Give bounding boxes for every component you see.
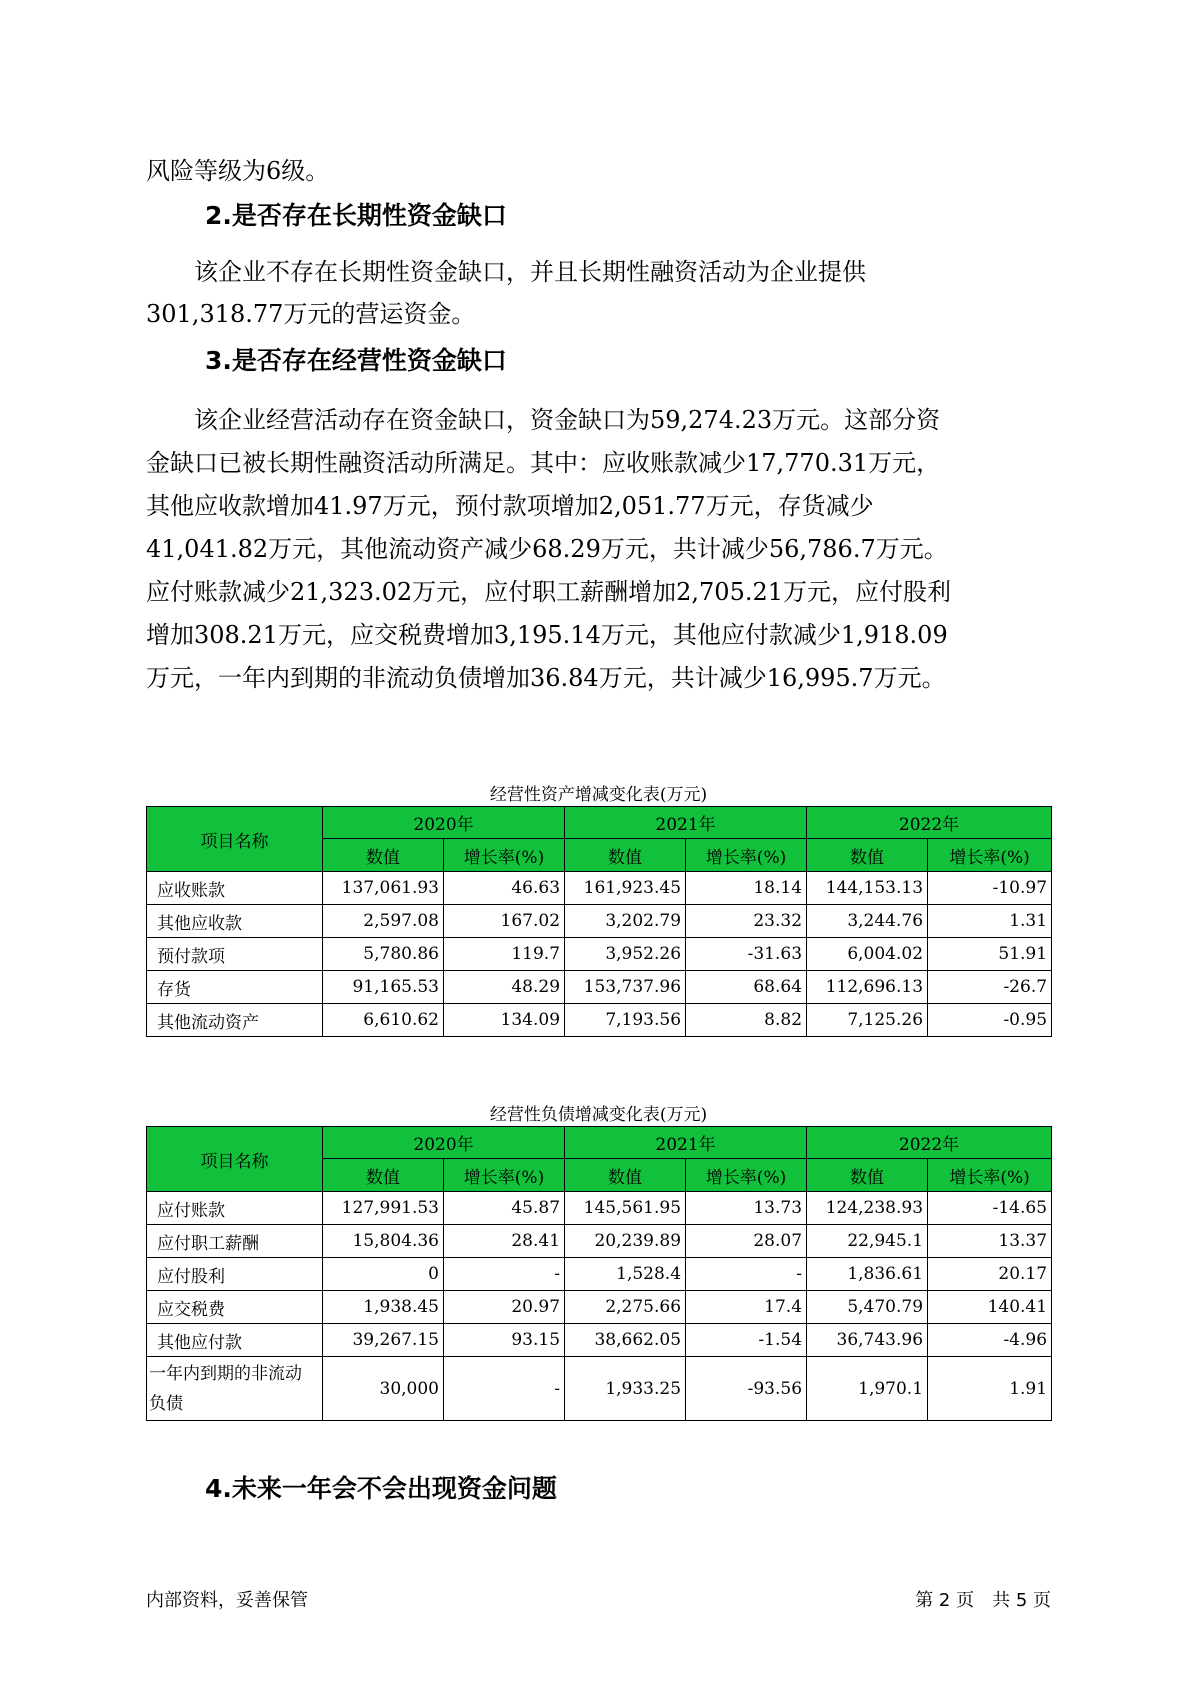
year-header: 2020年	[323, 807, 565, 839]
column-header-name: 项目名称	[147, 807, 323, 872]
table-row	[147, 1357, 1052, 1421]
value-cell: 1,933.25	[565, 1357, 686, 1421]
table-row	[147, 938, 1052, 971]
growth-header: 增长率(%)	[686, 839, 807, 872]
table-row	[147, 872, 1052, 905]
assets-table	[146, 806, 1052, 1037]
growth-cell: 13.37	[928, 1225, 1052, 1258]
growth-cell: 28.07	[686, 1225, 807, 1258]
section2-line-2: 301,318.77万元的营运资金。	[146, 300, 476, 328]
growth-cell: 8.82	[686, 1004, 807, 1037]
growth-cell: 23.32	[686, 905, 807, 938]
growth-cell: 28.41	[444, 1225, 565, 1258]
growth-cell: 93.15	[444, 1324, 565, 1357]
growth-cell: 134.09	[444, 1004, 565, 1037]
growth-cell: 48.29	[444, 971, 565, 1004]
value-cell: 1,836.61	[807, 1258, 928, 1291]
value-cell: 91,165.53	[323, 971, 444, 1004]
value-cell: 124,238.93	[807, 1192, 928, 1225]
row-label: 应付职工薪酬	[147, 1225, 323, 1258]
value-cell: 39,267.15	[323, 1324, 444, 1357]
value-cell: 20,239.89	[565, 1225, 686, 1258]
value-header: 数值	[565, 1159, 686, 1192]
value-cell: 137,061.93	[323, 872, 444, 905]
growth-cell: 20.97	[444, 1291, 565, 1324]
value-header: 数值	[323, 1159, 444, 1192]
table-row	[147, 905, 1052, 938]
value-cell: 1,528.4	[565, 1258, 686, 1291]
growth-cell: 51.91	[928, 938, 1052, 971]
row-label: 其他应收款	[147, 905, 323, 938]
row-label: 其他应付款	[147, 1324, 323, 1357]
growth-header: 增长率(%)	[444, 1159, 565, 1192]
table-row	[147, 1291, 1052, 1324]
growth-cell: 46.63	[444, 872, 565, 905]
growth-cell: 167.02	[444, 905, 565, 938]
value-cell: 161,923.45	[565, 872, 686, 905]
value-cell: 5,470.79	[807, 1291, 928, 1324]
table-row	[147, 971, 1052, 1004]
growth-cell: -4.96	[928, 1324, 1052, 1357]
value-cell: 30,000	[323, 1357, 444, 1421]
value-cell: 5,780.86	[323, 938, 444, 971]
growth-cell: -	[444, 1258, 565, 1291]
column-header-name: 项目名称	[147, 1127, 323, 1192]
value-cell: 7,125.26	[807, 1004, 928, 1037]
growth-cell: -93.56	[686, 1357, 807, 1421]
value-cell: 144,153.13	[807, 872, 928, 905]
value-header: 数值	[565, 839, 686, 872]
assets-table-caption: 经营性资产增减变化表(万元)	[489, 785, 708, 805]
section2-line-1: 该企业不存在长期性资金缺口，并且长期性融资活动为企业提供	[146, 258, 866, 286]
section2-title: 2.是否存在长期性资金缺口	[205, 201, 507, 230]
liabilities-table-body	[147, 1192, 1052, 1421]
row-label: 一年内到期的非流动负债	[147, 1357, 323, 1421]
year-header: 2021年	[565, 1127, 807, 1159]
section3-line-1: 该企业经营活动存在资金缺口，资金缺口为59,274.23万元。这部分资	[146, 406, 941, 434]
liabilities-table-caption: 经营性负债增减变化表(万元)	[489, 1105, 708, 1125]
growth-cell: 1.31	[928, 905, 1052, 938]
year-header: 2022年	[807, 1127, 1052, 1159]
growth-header: 增长率(%)	[928, 1159, 1052, 1192]
section3-line-3: 其他应收款增加41.97万元，预付款项增加2,051.77万元，存货减少	[146, 492, 874, 520]
row-label: 应收账款	[147, 872, 323, 905]
value-cell: 153,737.96	[565, 971, 686, 1004]
value-header: 数值	[323, 839, 444, 872]
growth-cell: 68.64	[686, 971, 807, 1004]
section3-line-2: 金缺口已被长期性融资活动所满足。其中：应收账款减少17,770.31万元，	[146, 449, 941, 477]
value-cell: 127,991.53	[323, 1192, 444, 1225]
value-cell: 7,193.56	[565, 1004, 686, 1037]
value-cell: 3,202.79	[565, 905, 686, 938]
growth-cell: 17.4	[686, 1291, 807, 1324]
value-cell: 15,804.36	[323, 1225, 444, 1258]
row-label: 预付款项	[147, 938, 323, 971]
growth-cell: -26.7	[928, 971, 1052, 1004]
growth-cell: 1.91	[928, 1357, 1052, 1421]
value-cell: 22,945.1	[807, 1225, 928, 1258]
table-row	[147, 1192, 1052, 1225]
growth-cell: 13.73	[686, 1192, 807, 1225]
section3-title: 3.是否存在经营性资金缺口	[205, 346, 507, 375]
footer-confidential-note: 内部资料，妥善保管	[146, 1590, 308, 1611]
value-cell: 38,662.05	[565, 1324, 686, 1357]
growth-cell: -0.95	[928, 1004, 1052, 1037]
intro-line: 风险等级为6级。	[146, 157, 330, 185]
value-cell: 145,561.95	[565, 1192, 686, 1225]
growth-cell: -10.97	[928, 872, 1052, 905]
growth-cell: -	[444, 1357, 565, 1421]
row-label: 应付股利	[147, 1258, 323, 1291]
growth-header: 增长率(%)	[444, 839, 565, 872]
section4-title: 4.未来一年会不会出现资金问题	[205, 1474, 557, 1503]
value-cell: 0	[323, 1258, 444, 1291]
value-cell: 6,610.62	[323, 1004, 444, 1037]
table-row	[147, 1004, 1052, 1037]
table-row	[147, 1324, 1052, 1357]
growth-cell: -	[686, 1258, 807, 1291]
section3-line-4: 41,041.82万元，其他流动资产减少68.29万元，共计减少56,786.7万元。	[146, 535, 948, 563]
section3-line-5: 应付账款减少21,323.02万元，应付职工薪酬增加2,705.21万元，应付股利	[146, 578, 952, 606]
table-row	[147, 1258, 1052, 1291]
year-header: 2020年	[323, 1127, 565, 1159]
growth-cell: 20.17	[928, 1258, 1052, 1291]
section3-line-7: 万元，一年内到期的非流动负债增加36.84万元，共计减少16,995.7万元。	[146, 664, 946, 692]
row-label: 应交税费	[147, 1291, 323, 1324]
value-cell: 2,275.66	[565, 1291, 686, 1324]
assets-table-body	[147, 872, 1052, 1037]
growth-header: 增长率(%)	[928, 839, 1052, 872]
table-row	[147, 1225, 1052, 1258]
growth-cell: -1.54	[686, 1324, 807, 1357]
value-cell: 1,970.1	[807, 1357, 928, 1421]
growth-header: 增长率(%)	[686, 1159, 807, 1192]
year-header: 2021年	[565, 807, 807, 839]
growth-cell: -31.63	[686, 938, 807, 971]
growth-cell: 119.7	[444, 938, 565, 971]
footer-page-number: 第 2 页 共 5 页	[915, 1590, 1051, 1611]
value-cell: 3,952.26	[565, 938, 686, 971]
row-label: 存货	[147, 971, 323, 1004]
row-label: 其他流动资产	[147, 1004, 323, 1037]
growth-cell: 18.14	[686, 872, 807, 905]
value-cell: 6,004.02	[807, 938, 928, 971]
value-cell: 3,244.76	[807, 905, 928, 938]
value-header: 数值	[807, 839, 928, 872]
liabilities-table	[146, 1126, 1052, 1421]
value-header: 数值	[807, 1159, 928, 1192]
growth-cell: 140.41	[928, 1291, 1052, 1324]
value-cell: 1,938.45	[323, 1291, 444, 1324]
value-cell: 2,597.08	[323, 905, 444, 938]
value-cell: 36,743.96	[807, 1324, 928, 1357]
growth-cell: 45.87	[444, 1192, 565, 1225]
value-cell: 112,696.13	[807, 971, 928, 1004]
section3-line-6: 增加308.21万元，应交税费增加3,195.14万元，其他应付款减少1,918.09	[146, 621, 948, 649]
row-label: 应付账款	[147, 1192, 323, 1225]
year-header: 2022年	[807, 807, 1052, 839]
growth-cell: -14.65	[928, 1192, 1052, 1225]
